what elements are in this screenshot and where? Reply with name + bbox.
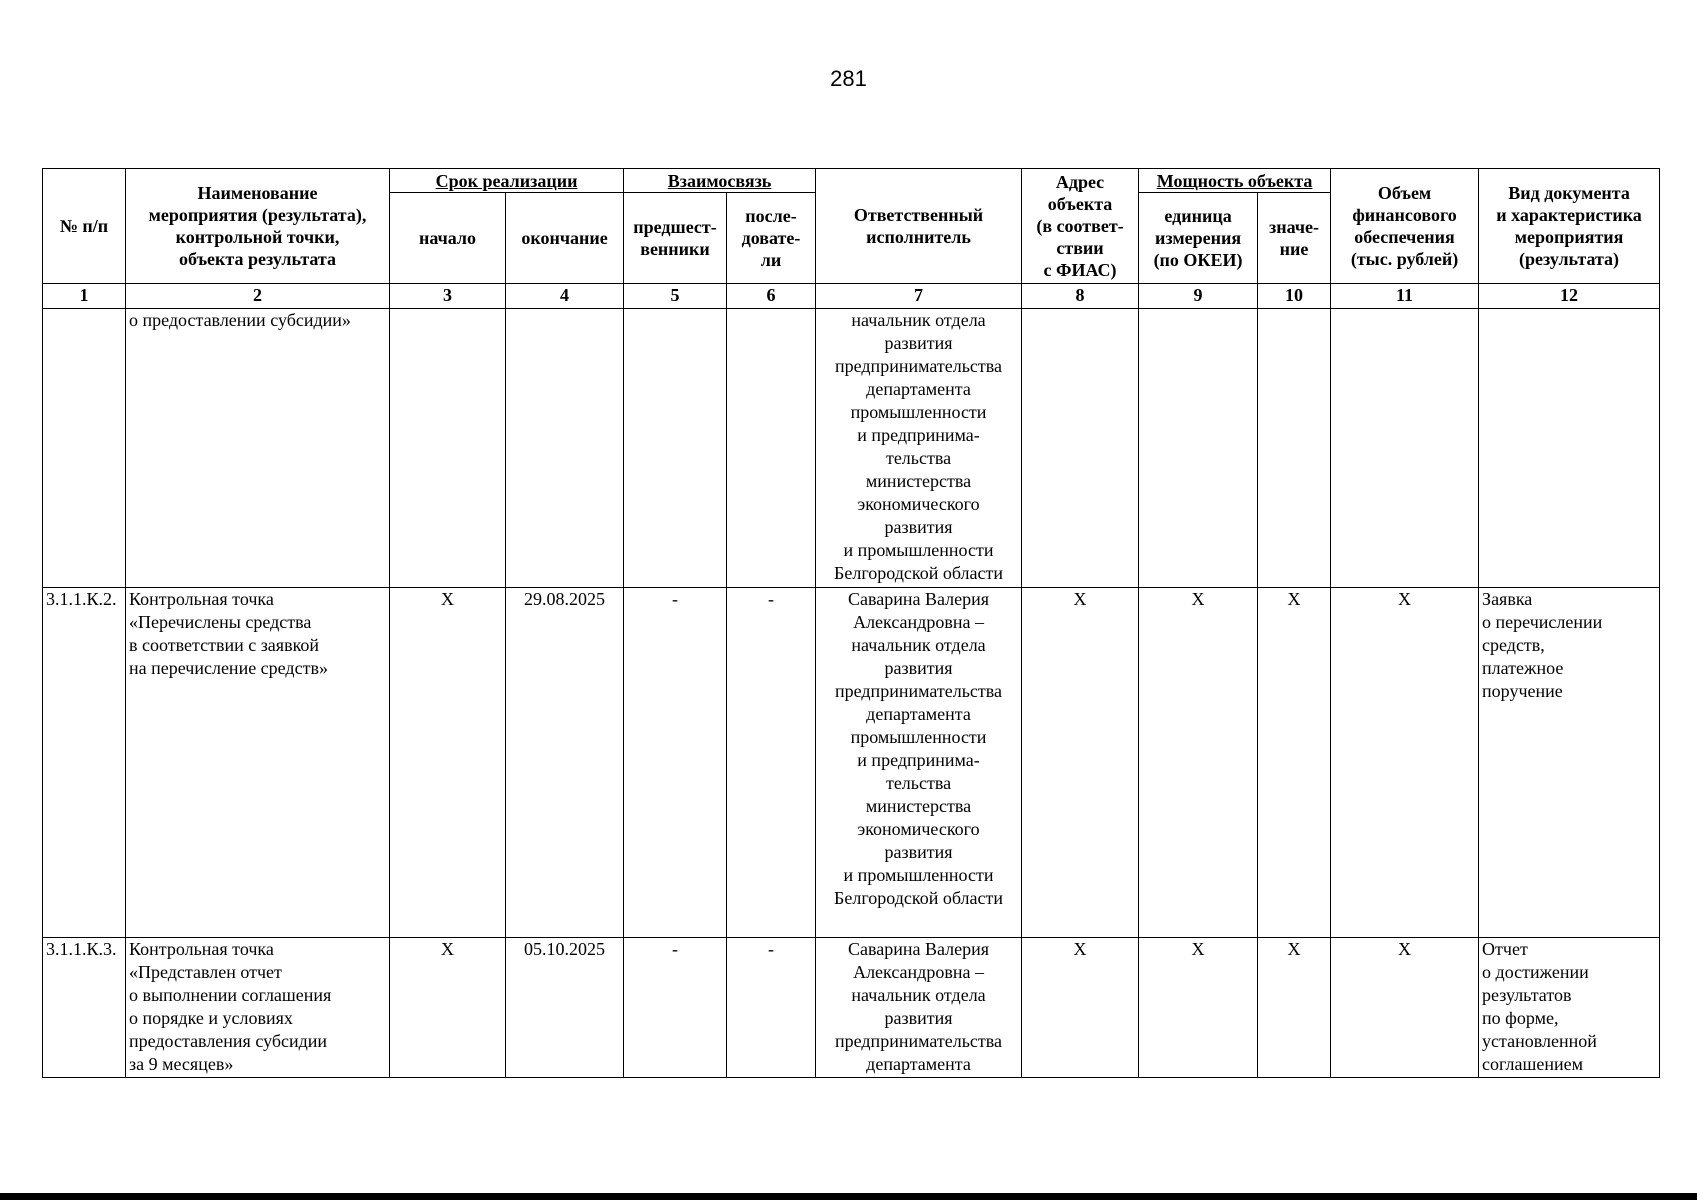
text-line: развития xyxy=(884,517,953,537)
column-number: 3 xyxy=(390,284,506,309)
text-line: Адрес xyxy=(1055,172,1105,192)
text-line: единица xyxy=(1164,206,1232,226)
table-row xyxy=(43,309,1660,588)
column-number: 9 xyxy=(1139,284,1258,309)
table-header xyxy=(43,169,1660,284)
row-unit: X xyxy=(1139,938,1258,1078)
row-successors xyxy=(727,309,816,588)
row-predecessors: - xyxy=(624,588,727,938)
text-line: начальник отдела xyxy=(851,310,986,330)
header-executor xyxy=(816,169,1022,284)
row-number: 3.1.1.К.2. xyxy=(43,588,126,938)
row-value xyxy=(1258,309,1331,588)
text-line: (результата) xyxy=(1519,249,1620,269)
text-line: и предпринима- xyxy=(857,750,980,770)
header-doc-type xyxy=(1479,169,1660,284)
text-line: департамента xyxy=(866,704,971,724)
measures-table xyxy=(42,168,1660,1078)
text-line: ствии xyxy=(1056,238,1104,258)
row-doc-type xyxy=(1479,588,1660,938)
text-line: Саварина Валерия xyxy=(848,589,990,609)
row-successors: - xyxy=(727,938,816,1078)
text-line: «Перечислены средства xyxy=(129,612,312,632)
text-line: установленной xyxy=(1482,1031,1597,1051)
text-line: начальник отдела xyxy=(851,985,986,1005)
row-start xyxy=(390,309,506,588)
text-line: мероприятия xyxy=(1514,227,1624,247)
header-value xyxy=(1258,193,1331,284)
text-line: (в соответ- xyxy=(1036,216,1124,236)
text-line: о перечислении xyxy=(1482,612,1603,632)
column-number: 10 xyxy=(1258,284,1331,309)
text-line: в соответствии с заявкой xyxy=(129,635,320,655)
column-number: 2 xyxy=(126,284,390,309)
column-numbers-row xyxy=(43,284,1660,309)
table-row xyxy=(43,588,1660,938)
header-capacity-group: Мощность объекта xyxy=(1139,169,1331,193)
text-line: (по ОКЕИ) xyxy=(1153,250,1243,270)
text-line: соглашением xyxy=(1482,1054,1583,1074)
text-line: предпринимательства xyxy=(835,356,1003,376)
text-line: измерения xyxy=(1154,228,1242,248)
text-line: о достижении xyxy=(1482,962,1589,982)
row-name xyxy=(126,938,390,1078)
text-line: о предоставлении субсидии» xyxy=(129,310,351,330)
header-start: начало xyxy=(390,193,506,284)
row-executor xyxy=(816,588,1022,938)
text-line: «Представлен отчет xyxy=(129,962,282,982)
header-number: № п/п xyxy=(43,169,126,284)
text-line: начальник отдела xyxy=(851,635,986,655)
row-name xyxy=(126,309,390,588)
text-line: Саварина Валерия xyxy=(848,939,990,959)
row-address: X xyxy=(1022,588,1139,938)
text-line: департамента xyxy=(866,379,971,399)
text-line: за 9 месяцев» xyxy=(129,1054,234,1074)
text-line: промышленности xyxy=(850,402,987,422)
row-value: X xyxy=(1258,588,1331,938)
row-successors: - xyxy=(727,588,816,938)
row-start: X xyxy=(390,938,506,1078)
text-line: поручение xyxy=(1482,681,1563,701)
text-line: после- xyxy=(745,206,797,226)
text-line: исполнитель xyxy=(866,227,971,247)
row-end: 29.08.2025 xyxy=(506,588,624,938)
row-address xyxy=(1022,309,1139,588)
row-executor xyxy=(816,309,1022,588)
text-line: Контрольная точка xyxy=(129,589,274,609)
row-number xyxy=(43,309,126,588)
column-number: 4 xyxy=(506,284,624,309)
row-finance: X xyxy=(1331,588,1479,938)
header-unit xyxy=(1139,193,1258,284)
text-line: Объем xyxy=(1377,183,1432,203)
row-value: X xyxy=(1258,938,1331,1078)
row-executor xyxy=(816,938,1022,1078)
column-number: 1 xyxy=(43,284,126,309)
text-line: объекта xyxy=(1047,194,1113,214)
text-line: венники xyxy=(640,239,710,259)
text-line: обеспечения xyxy=(1354,227,1455,247)
text-line: экономического xyxy=(857,494,980,514)
row-unit: X xyxy=(1139,588,1258,938)
header-term-group: Срок реализации xyxy=(390,169,624,193)
row-name xyxy=(126,588,390,938)
row-predecessors: - xyxy=(624,938,727,1078)
text-line: на перечисление средств» xyxy=(129,658,328,678)
text-line: Белгородской области xyxy=(834,888,1004,908)
text-line: довате- xyxy=(741,228,801,248)
header-address xyxy=(1022,169,1139,284)
text-line: экономического xyxy=(857,819,980,839)
text-line: средств, xyxy=(1482,635,1545,655)
row-start: X xyxy=(390,588,506,938)
row-finance xyxy=(1331,309,1479,588)
text-line: развития xyxy=(884,842,953,862)
text-line: Наименование xyxy=(197,183,318,203)
text-line: предшест- xyxy=(633,217,717,237)
text-line: министерства xyxy=(865,471,972,491)
text-line: предоставления субсидии xyxy=(129,1031,328,1051)
scan-edge-bar xyxy=(0,1193,1697,1200)
text-line: предпринимательства xyxy=(835,681,1003,701)
text-line: и промышленности xyxy=(843,865,994,885)
text-line: с ФИАС) xyxy=(1043,260,1117,280)
text-line: Александровна – xyxy=(853,962,984,982)
header-predecessors xyxy=(624,193,727,284)
text-line: платежное xyxy=(1482,658,1564,678)
text-line: предпринимательства xyxy=(835,1031,1003,1051)
text-line: министерства xyxy=(865,796,972,816)
text-line: значе- xyxy=(1269,217,1320,237)
page-number: 281 xyxy=(830,66,867,91)
text-line: и характеристика xyxy=(1496,205,1642,225)
column-number: 12 xyxy=(1479,284,1660,309)
text-line: департамента xyxy=(866,1054,971,1074)
header-link-group: Взаимосвязь xyxy=(624,169,816,193)
header-name xyxy=(126,169,390,284)
header-finance xyxy=(1331,169,1479,284)
text-line: ние xyxy=(1279,239,1309,259)
text-line: Вид документа xyxy=(1508,183,1630,203)
row-end: 05.10.2025 xyxy=(506,938,624,1078)
header-end: окончание xyxy=(506,193,624,284)
text-line: Заявка xyxy=(1482,589,1533,609)
row-address: X xyxy=(1022,938,1139,1078)
row-doc-type xyxy=(1479,938,1660,1078)
row-number: 3.1.1.К.3. xyxy=(43,938,126,1078)
row-finance: X xyxy=(1331,938,1479,1078)
column-number: 5 xyxy=(624,284,727,309)
column-number: 6 xyxy=(727,284,816,309)
row-predecessors xyxy=(624,309,727,588)
text-line: о порядке и условиях xyxy=(129,1008,293,1028)
column-number: 8 xyxy=(1022,284,1139,309)
text-line: и промышленности xyxy=(843,540,994,560)
text-line: контрольной точки, xyxy=(175,227,340,247)
table-row xyxy=(43,938,1660,1078)
row-doc-type xyxy=(1479,309,1660,588)
text-line: развития xyxy=(884,1008,953,1028)
text-line: тельства xyxy=(885,773,952,793)
column-number: 7 xyxy=(816,284,1022,309)
text-line: и предпринима- xyxy=(857,425,980,445)
text-line: о выполнении соглашения xyxy=(129,985,332,1005)
text-line: развития xyxy=(884,658,953,678)
text-line: по форме, xyxy=(1482,1008,1559,1028)
text-line: развития xyxy=(884,333,953,353)
text-line: ли xyxy=(760,250,782,270)
text-line: результатов xyxy=(1482,985,1572,1005)
column-number: 11 xyxy=(1331,284,1479,309)
text-line: объекта результата xyxy=(179,249,336,269)
text-line: промышленности xyxy=(850,727,987,747)
text-line: Белгородской области xyxy=(834,563,1004,583)
text-line: (тыс. рублей) xyxy=(1350,249,1459,269)
row-end xyxy=(506,309,624,588)
text-line: мероприятия (результата), xyxy=(148,205,367,225)
row-unit xyxy=(1139,309,1258,588)
text-line: финансового xyxy=(1352,205,1457,225)
text-line: Александровна – xyxy=(853,612,984,632)
text-line: Контрольная точка xyxy=(129,939,274,959)
text-line: тельства xyxy=(885,448,952,468)
text-line: Ответственный xyxy=(853,205,984,225)
text-line: Отчет xyxy=(1482,939,1528,959)
header-successors xyxy=(727,193,816,284)
